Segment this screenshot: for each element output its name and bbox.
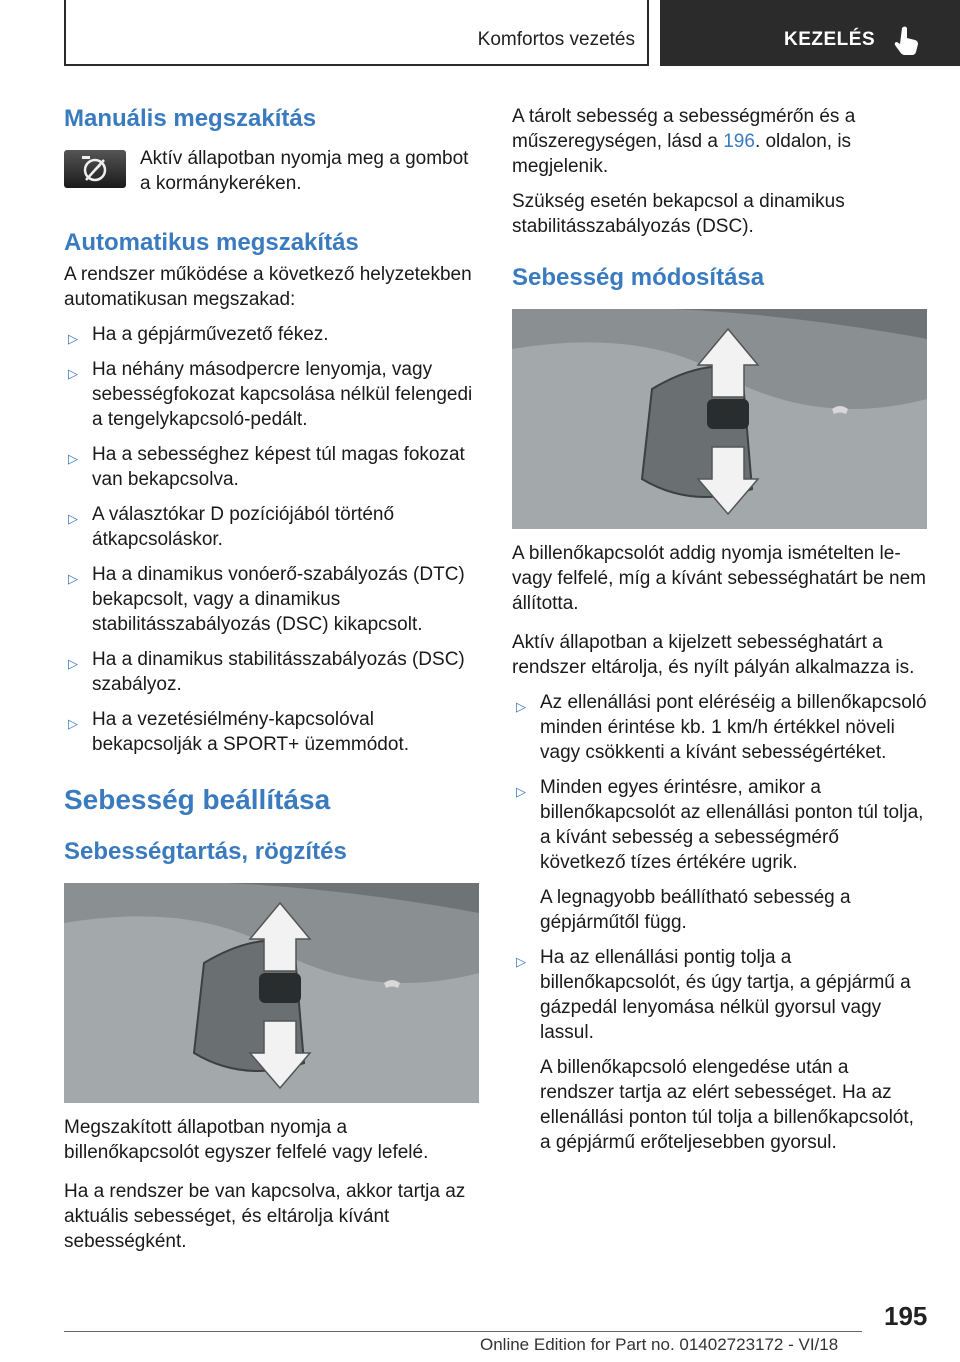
steering-wheel-rocker-image bbox=[512, 309, 927, 529]
triangle-bullet-icon: ▷ bbox=[68, 366, 78, 381]
auto-cancel-intro: A rendszer működése a következő helyzetekben automatikusan megszakad: bbox=[64, 264, 472, 310]
footer-rule bbox=[64, 1331, 862, 1332]
list-item-note: A billenőkapcsoló elengedése után a rendszer tartja az elért sebességet. Ha az ellenállási ponton túl tolja a billenőkapcsolót, a gépjármű erőteljesebben gyorsul. bbox=[540, 1057, 914, 1153]
triangle-bullet-icon: ▷ bbox=[68, 451, 78, 466]
header-chapter bbox=[660, 0, 960, 66]
dsc-text: Szükség esetén bekapcsol a dinamikus stabilitásszabályozás (DSC). bbox=[512, 191, 845, 237]
speed-modify-heading: Sebesség módosítása bbox=[512, 264, 765, 291]
header-section-title: Komfortos vezetés bbox=[477, 29, 635, 50]
stored-speed-text: A tárolt sebesség a sebességmérőn és a műszeregységen, lásd a 196. oldalon, is megjelenik. bbox=[512, 106, 856, 177]
speed-setting-heading: Sebesség beállítása bbox=[64, 784, 331, 815]
hold-text-2: Ha a rendszer be van kapcsolva, akkor tartja az aktuális sebességet, és eltárolja kívánt sebességként. bbox=[64, 1181, 466, 1252]
page-number: 195 bbox=[884, 1301, 928, 1331]
list-item: ▷ Ha a gépjárművezető fékez. bbox=[64, 322, 479, 347]
modify-list bbox=[512, 690, 927, 1155]
triangle-bullet-icon: ▷ bbox=[516, 784, 526, 799]
manual-cancel-block bbox=[64, 146, 479, 196]
triangle-bullet-icon: ▷ bbox=[68, 511, 78, 526]
triangle-bullet-icon: ▷ bbox=[516, 954, 526, 969]
list-item: ▷ Ha néhány másodpercre lenyomja, vagy sebességfokozat kapcsolása nélkül felengedi a tengelykapcsoló-pedált. bbox=[68, 359, 473, 430]
left-column bbox=[64, 104, 479, 1254]
modify-text-1: A billenőkapcsolót addig nyomja ismételten le- vagy felfelé, míg a kívánt sebességhatárt be nem állította. bbox=[512, 543, 927, 614]
steering-wheel-rocker-image bbox=[64, 883, 479, 1103]
list-item: ▷ Minden egyes érintésre, amikor a billenőkapcsolót az ellenállási ponton túl tolja, a kívánt sebesség a sebességmérő következő tízes értékére ugrik. A legnagyobb beállítható sebesség a gépjárműtől függ. bbox=[512, 775, 927, 935]
triangle-bullet-icon: ▷ bbox=[68, 571, 78, 586]
header-section bbox=[64, 0, 649, 66]
auto-cancel-heading: Automatikus megszakítás bbox=[64, 229, 359, 256]
list-item-note: A legnagyobb beállítható sebesség a gépjárműtől függ. bbox=[540, 887, 851, 933]
list-item: ▷ Az ellenállási pont eléréséig a billenőkapcsoló minden érintése kb. 1 km/h értékkel növeli vagy csökkenti a kívánt sebességértéket. bbox=[516, 692, 927, 763]
list-item: ▷ Ha a vezetésiélmény-kapcsolóval bekapcsolják a SPORT+ üzemmódot. bbox=[68, 709, 409, 755]
modify-text-2: Aktív állapotban a kijelzett sebességhatárt a rendszer eltárolja, és nyílt pályán alkalmazza is. bbox=[512, 632, 915, 678]
triangle-bullet-icon: ▷ bbox=[516, 699, 526, 714]
right-column bbox=[512, 104, 927, 1155]
manual-cancel-text: Aktív állapotban nyomja meg a gombot a kormánykeréken. bbox=[140, 148, 469, 194]
list-item: ▷ Ha a dinamikus vonóerő-szabályozás (DTC) bekapcsolt, vagy a dinamikus stabilitásszabályozás (DSC) kikapcsolt. bbox=[68, 564, 465, 635]
edition-text: Online Edition for Part no. 01402723172 - VI/18 bbox=[480, 1335, 839, 1354]
header-chapter-title: KEZELÉS bbox=[784, 29, 876, 50]
list-item: ▷ A választókar D pozíciójából történő átkapcsoláskor. bbox=[68, 504, 395, 550]
page-link[interactable]: 196 bbox=[723, 131, 755, 152]
triangle-bullet-icon: ▷ bbox=[68, 716, 78, 731]
manual-cancel-heading: Manuális megszakítás bbox=[64, 105, 317, 132]
hand-pointer-icon bbox=[893, 24, 923, 56]
triangle-bullet-icon: ▷ bbox=[68, 331, 78, 346]
list-item: ▷ Ha az ellenállási pontig tolja a billenőkapcsolót, és úgy tartja, a gépjármű a gázpedál lenyomása nélkül gyorsul vagy lassul. A billenőkapcsoló elengedése után a rendszer tartja az elért sebességet. Ha az ellenállási ponton túl tolja a billenőkapcsolót, a gépjármű erőteljesebben gyorsul. bbox=[512, 945, 927, 1155]
cruise-cancel-button-icon bbox=[64, 150, 126, 188]
auto-cancel-list bbox=[64, 322, 479, 757]
speed-hold-heading: Sebességtartás, rögzítés bbox=[64, 838, 347, 865]
list-item: ▷ Ha a sebességhez képest túl magas fokozat van bekapcsolva. bbox=[68, 444, 465, 490]
list-item: ▷ Ha a dinamikus stabilitásszabályozás (DSC) szabályoz. bbox=[68, 649, 465, 695]
triangle-bullet-icon: ▷ bbox=[68, 656, 78, 671]
hold-text-1: Megszakított állapotban nyomja a billenőkapcsolót egyszer felfelé vagy lefelé. bbox=[64, 1117, 429, 1163]
